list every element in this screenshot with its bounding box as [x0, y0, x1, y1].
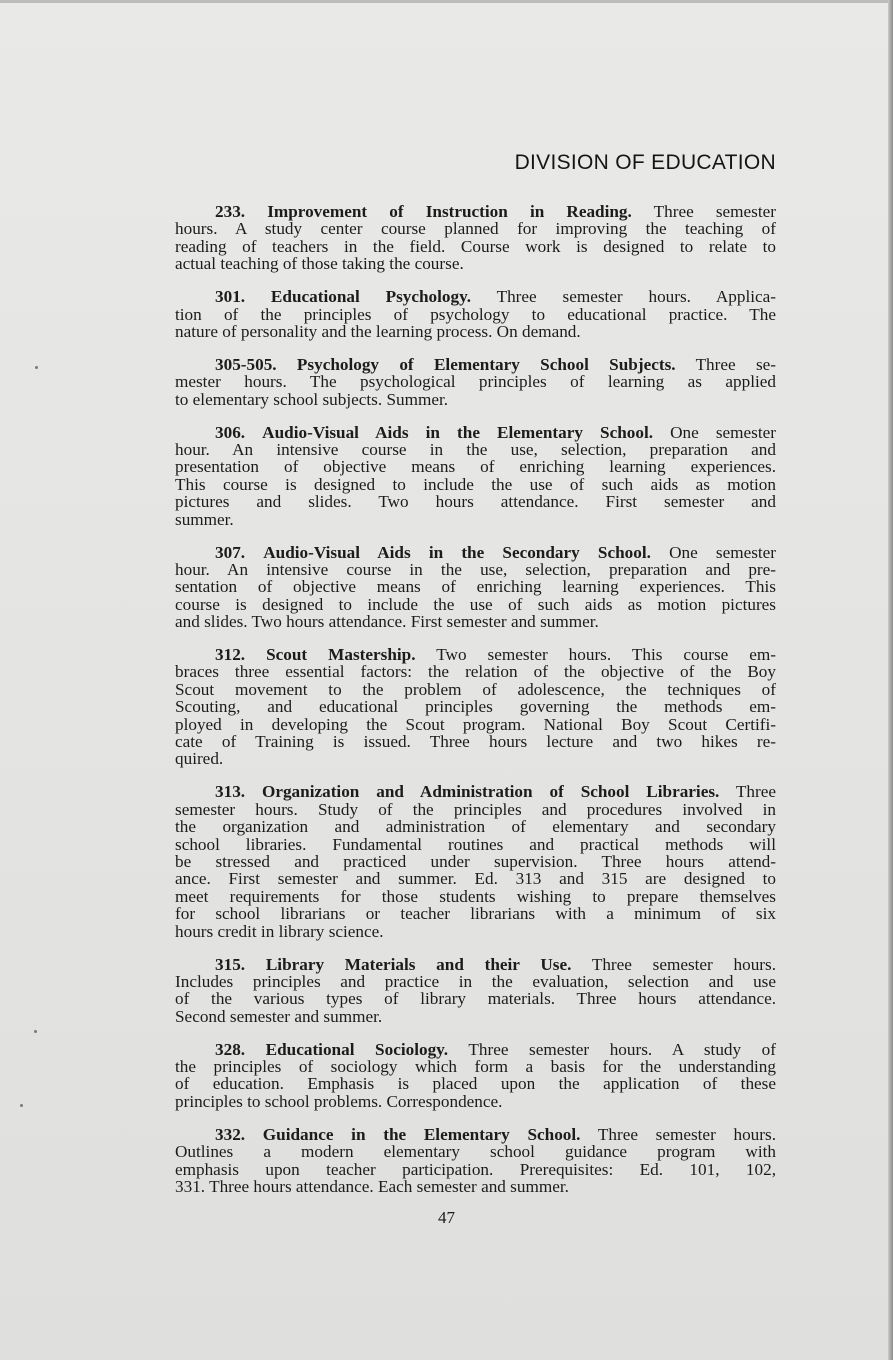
course-list — [175, 203, 776, 1211]
course-code: 332. — [215, 1124, 246, 1144]
entry-line: tion of the principles of psychology to educational practice. The — [175, 304, 776, 324]
entry-line: course is designed to include the use of such aids as motion pictures — [175, 594, 776, 614]
course-entry-315 — [175, 956, 776, 1026]
entry-line: cate of Training is issued. Three hours lecture and two hikes re- — [175, 732, 776, 752]
entry-line: meet requirements for those students wishing to prepare themselves — [175, 886, 776, 906]
course-title: Library Materials and their Use. — [265, 954, 572, 974]
entry-first-line — [175, 1041, 776, 1058]
entry-line: mester hours. The psychological principles of learning as applied — [175, 372, 776, 392]
course-entry-313 — [175, 783, 776, 940]
entry-first-line — [175, 646, 776, 663]
page-header: DIVISION OF EDUCATION — [514, 151, 776, 174]
entry-line: 331. Three hours attendance. Each semester and summer. — [175, 1177, 569, 1196]
entry-line: Second semester and summer. — [175, 1006, 383, 1026]
entry-line: Three semester hours. Applica- — [496, 287, 776, 307]
course-code: 313. — [215, 782, 246, 802]
entry-line: hours credit in library science. — [175, 921, 384, 941]
entry-line: One semester — [669, 542, 777, 562]
entry-line: One semester — [670, 422, 776, 442]
entry-line: to elementary school subjects. Summer. — [175, 389, 449, 409]
entry-first-line — [175, 1126, 776, 1143]
page-number: 47 — [438, 1208, 455, 1227]
entry-line: semester hours. Study of the principles and procedures involved in — [175, 799, 776, 819]
course-code: 301. — [215, 287, 246, 307]
entry-line: ance. First semester and summer. Ed. 313 and 315 are designed to — [175, 869, 776, 889]
entry-line: be stressed and practiced under supervision. Three hours attend- — [175, 852, 776, 871]
entry-line: for school librarians or teacher librarians with a minimum of six — [175, 904, 776, 924]
course-entry-328 — [175, 1041, 776, 1111]
entry-line: the organization and administration of elementary and secondary — [175, 817, 776, 837]
entry-line: nature of personality and the learning process. On demand. — [175, 321, 581, 341]
paper-speck — [34, 1030, 37, 1033]
entry-first-line — [175, 544, 776, 561]
entry-line: summer. — [175, 509, 234, 529]
entry-first-line — [175, 356, 776, 373]
entry-line: presentation of objective means of enriching learning experiences. — [175, 457, 776, 477]
course-code: 233. — [215, 202, 246, 221]
entry-line: Three semester — [653, 202, 776, 221]
entry-line: Three se- — [695, 354, 776, 374]
paper-speck — [35, 366, 38, 369]
entry-line: quired. — [175, 749, 224, 769]
entry-line: actual teaching of those taking the course. — [175, 254, 464, 274]
entry-line: Three semester hours. — [597, 1124, 776, 1144]
course-title: Educational Psychology. — [270, 287, 472, 307]
entry-line: and slides. Two hours attendance. First semester and summer. — [175, 612, 599, 632]
entry-line: pictures and slides. Two hours attendance. First semester and — [175, 492, 776, 512]
entry-line: sentation of objective means of enriching learning experiences. This — [175, 577, 776, 597]
course-entry-305-505 — [175, 356, 776, 408]
entry-first-line — [175, 956, 776, 973]
entry-line: Includes principles and practice in the evaluation, selection and use — [175, 971, 776, 991]
entry-line: Three semester hours. A study of — [468, 1039, 776, 1059]
entry-line: Three — [735, 782, 776, 802]
course-entry-306 — [175, 424, 776, 528]
course-code: 306. — [215, 422, 246, 442]
entry-line: Outlines a modern elementary school guidance program with — [175, 1142, 776, 1162]
entry-line: school libraries. Fundamental routines and practical methods will — [175, 834, 776, 854]
entry-line: reading of teachers in the field. Course work is designed to relate to — [175, 236, 776, 256]
course-code: 305-505. — [215, 354, 277, 374]
entry-line: principles to school problems. Correspondence. — [175, 1091, 503, 1111]
course-code: 315. — [215, 954, 246, 974]
course-code: 328. — [215, 1039, 246, 1059]
entry-line: Scout movement to the problem of adolescence, the techniques of — [175, 679, 776, 699]
paper-speck — [20, 1104, 23, 1107]
course-title: Guidance in the Elementary School. — [262, 1124, 581, 1144]
entry-line: hour. An intensive course in the use, selection, preparation and — [175, 439, 776, 459]
course-title: Audio-Visual Aids in the Secondary School. — [263, 542, 651, 562]
course-title: Scout Mastership. — [266, 645, 416, 665]
entry-line: This course is designed to include the use of such aids as motion — [175, 474, 776, 494]
course-title: Educational Sociology. — [265, 1039, 449, 1059]
entry-line: Two semester hours. This course em- — [436, 645, 777, 665]
entry-first-line — [175, 783, 776, 800]
entry-line: Three semester hours. — [591, 954, 776, 974]
course-title: Audio-Visual Aids in the Elementary School. — [262, 422, 654, 442]
entry-line: Scouting, and educational principles governing the methods em- — [175, 697, 776, 717]
course-title: Psychology of Elementary School Subjects. — [296, 354, 676, 374]
course-code: 307. — [215, 542, 246, 562]
entry-line: the principles of sociology which form a basis for the understanding — [175, 1057, 776, 1077]
course-code: 312. — [215, 645, 246, 665]
entry-line: of education. Emphasis is placed upon the application of these — [175, 1074, 776, 1094]
entry-line: hours. A study center course planned for improving the teaching of — [175, 219, 776, 239]
course-entry-233 — [175, 203, 776, 273]
course-entry-307 — [175, 544, 776, 631]
entry-first-line — [175, 424, 776, 441]
entry-line: hour. An intensive course in the use, selection, preparation and pre- — [175, 559, 776, 579]
course-entry-332 — [175, 1126, 776, 1196]
course-entry-301 — [175, 288, 776, 340]
entry-first-line — [175, 288, 776, 305]
entry-line: braces three essential factors: the relation of the objective of the Boy — [175, 662, 776, 682]
course-title: Organization and Administration of School Libraries. — [261, 782, 720, 802]
course-title: Improvement of Instruction in Reading. — [267, 202, 632, 221]
page-top-edge — [0, 0, 893, 3]
entry-line: ployed in developing the Scout program. National Boy Scout Certifi- — [175, 714, 776, 734]
entry-line: emphasis upon teacher participation. Prerequisites: Ed. 101, 102, — [175, 1159, 776, 1179]
course-entry-312 — [175, 646, 776, 768]
page-right-edge — [888, 0, 893, 1360]
entry-first-line — [175, 203, 776, 220]
entry-line: of the various types of library materials. Three hours attendance. — [175, 989, 776, 1009]
